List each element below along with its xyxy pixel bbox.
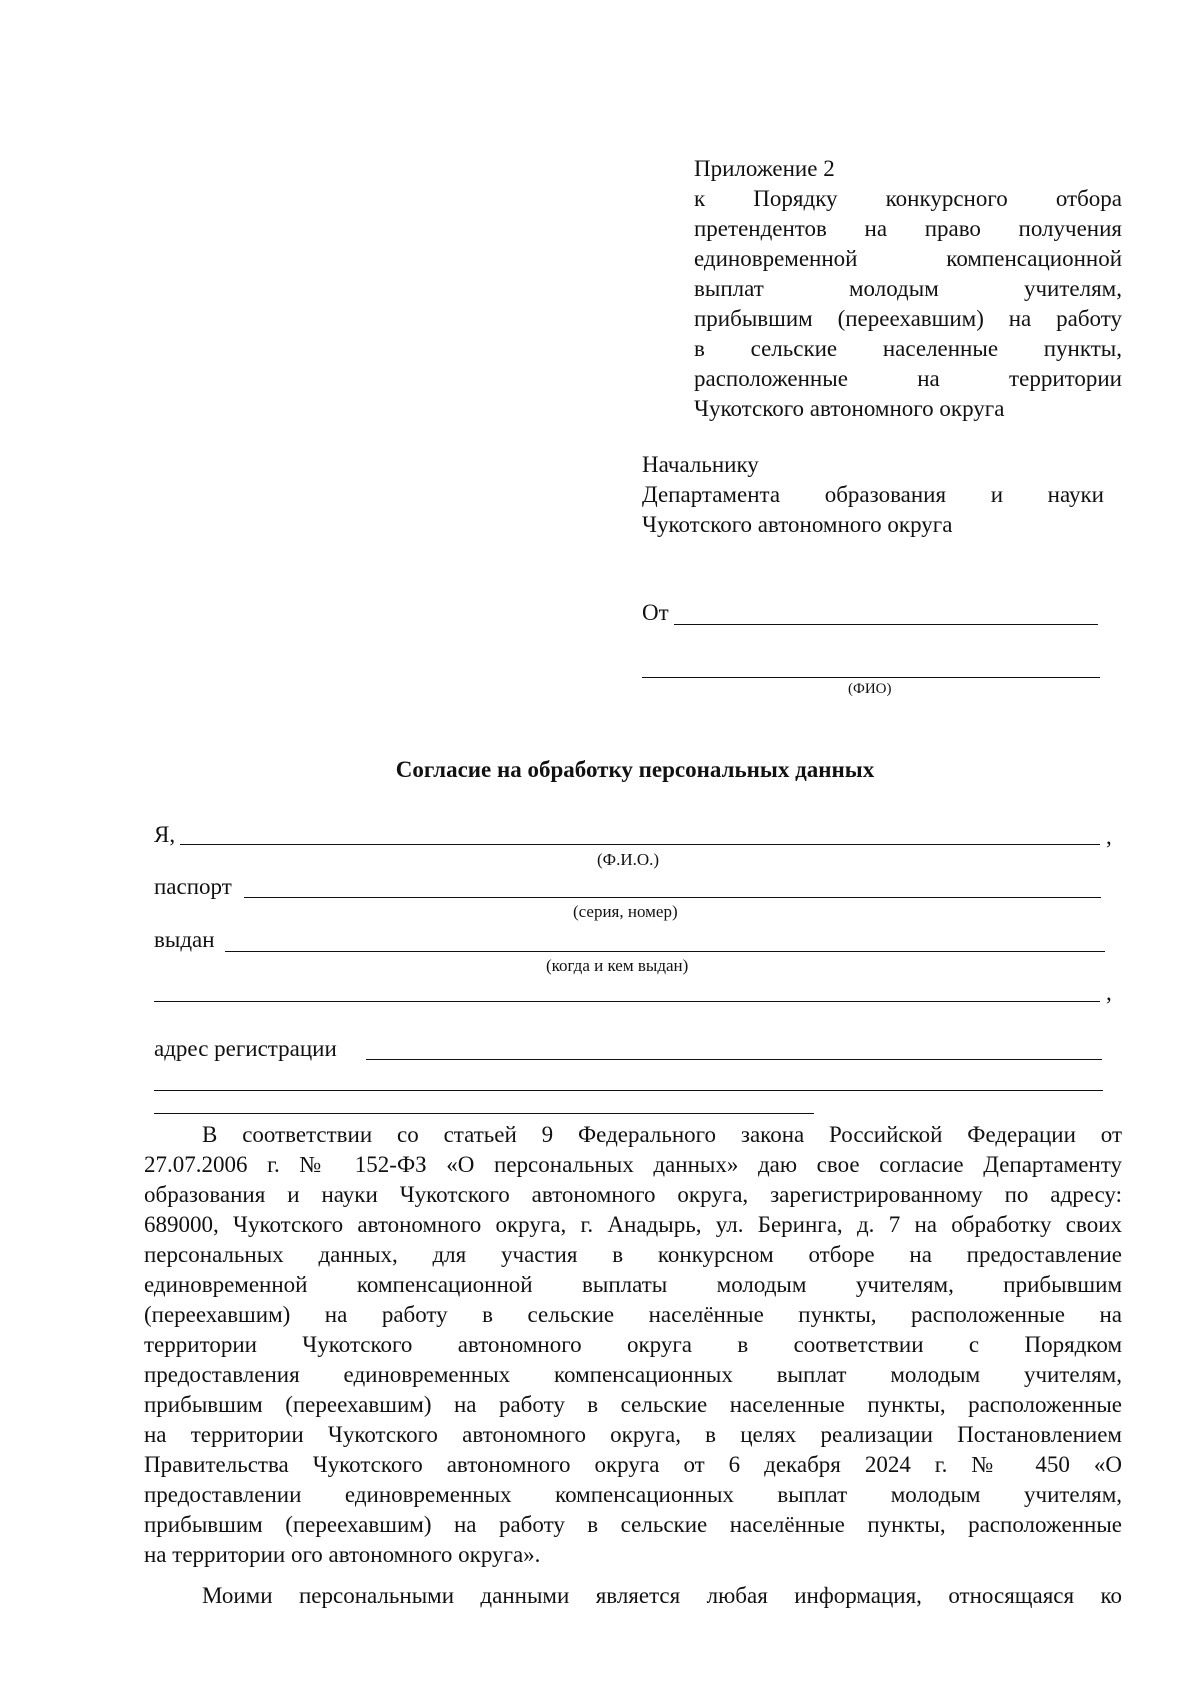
body-line-9: предоставления единовременных компенсационных выплат молодым учителям, [144, 1362, 1122, 1387]
body-line-14: прибывшим (переехавшим) на работу в сельские населённые пункты, расположенные [144, 1512, 1122, 1537]
appendix-line-6: в сельские населенные пункты, [694, 336, 1122, 361]
appendix-title: Приложение 2 [694, 156, 835, 181]
body-line-10: прибывшим (переехавшим) на работу в сельские населенные пункты, расположенные [144, 1392, 1122, 1417]
addressee-line-3: Чукотского автономного округа [642, 512, 953, 537]
issued-caption: (когда и кем выдан) [546, 956, 689, 975]
from-fio-line[interactable] [642, 677, 1100, 678]
body-line-8: территории Чукотского автономного округа в соответствии с Порядком [144, 1332, 1122, 1357]
issued-continuation-line[interactable] [154, 1001, 1100, 1002]
body-line-13: предоставлении единовременных компенсационных выплат молодым учителям, [144, 1482, 1122, 1507]
passport-line[interactable] [244, 897, 1101, 898]
ya-comma: , [1106, 824, 1112, 849]
body-line-2: 27.07.2006 г. № 152-ФЗ «О персональных данных» даю свое согласие Департаменту [144, 1152, 1122, 1177]
issued-comma: , [1106, 980, 1112, 1005]
body-line-15: на территории ого автономного округа». [144, 1542, 541, 1567]
passport-caption: (серия, номер) [573, 902, 678, 921]
body-line-7: (переехавшим) на работу в сельские населённые пункты, расположенные на [144, 1302, 1122, 1327]
address-line-1[interactable] [366, 1059, 1102, 1060]
addressee-line-1: Начальнику [642, 452, 759, 477]
address-line-3[interactable] [154, 1113, 814, 1114]
body-line-6: единовременной компенсационной выплаты молодым учителям, прибывшим [144, 1272, 1122, 1297]
body-line-3: образования и науки Чукотского автономного округа, зарегистрированному по адресу: [144, 1182, 1122, 1207]
appendix-line-5: прибывшим (переехавшим) на работу [694, 306, 1122, 331]
passport-label: паспорт [154, 874, 232, 899]
appendix-line-3: единовременной компенсационной [694, 246, 1122, 271]
issued-label: выдан [154, 927, 215, 952]
appendix-line-2: претендентов на право получения [694, 216, 1122, 241]
ya-name-line[interactable] [180, 844, 1100, 845]
address-label: адрес регистрации [154, 1036, 337, 1061]
from-name-line[interactable] [674, 624, 1098, 625]
from-label: От [642, 600, 669, 625]
appendix-line-8: Чукотского автономного округа [694, 396, 1005, 421]
body-line-1: В соответствии со статьей 9 Федерального закона Российской Федерации от [202, 1122, 1122, 1147]
ya-label: Я, [154, 822, 176, 847]
appendix-line-7: расположенные на территории [694, 366, 1122, 391]
body-line-4: 689000, Чукотского автономного округа, г. Анадырь, ул. Беринга, д. 7 на обработку своих [144, 1212, 1122, 1237]
ya-caption: (Ф.И.О.) [597, 850, 660, 869]
appendix-line-1: к Порядку конкурсного отбора [694, 186, 1122, 211]
document-title: Согласие на обработку персональных данных [395, 757, 875, 782]
fio-caption: (ФИО) [848, 681, 892, 697]
issued-line[interactable] [225, 951, 1105, 952]
addressee-line-2: Департамента образования и науки [642, 482, 1104, 507]
address-line-2[interactable] [154, 1090, 1103, 1091]
body-line-11: на территории Чукотского автономного округа, в целях реализации Постановлением [144, 1422, 1122, 1447]
appendix-line-4: выплат молодым учителям, [694, 276, 1122, 301]
body-line-5: персональных данных, для участия в конкурсном отборе на предоставление [144, 1242, 1122, 1267]
body-paragraph-2-line-1: Моими персональными данными является любая информация, относящаяся ко [202, 1583, 1122, 1608]
body-line-12: Правительства Чукотского автономного округа от 6 декабря 2024 г. № 450 «О [144, 1452, 1122, 1477]
